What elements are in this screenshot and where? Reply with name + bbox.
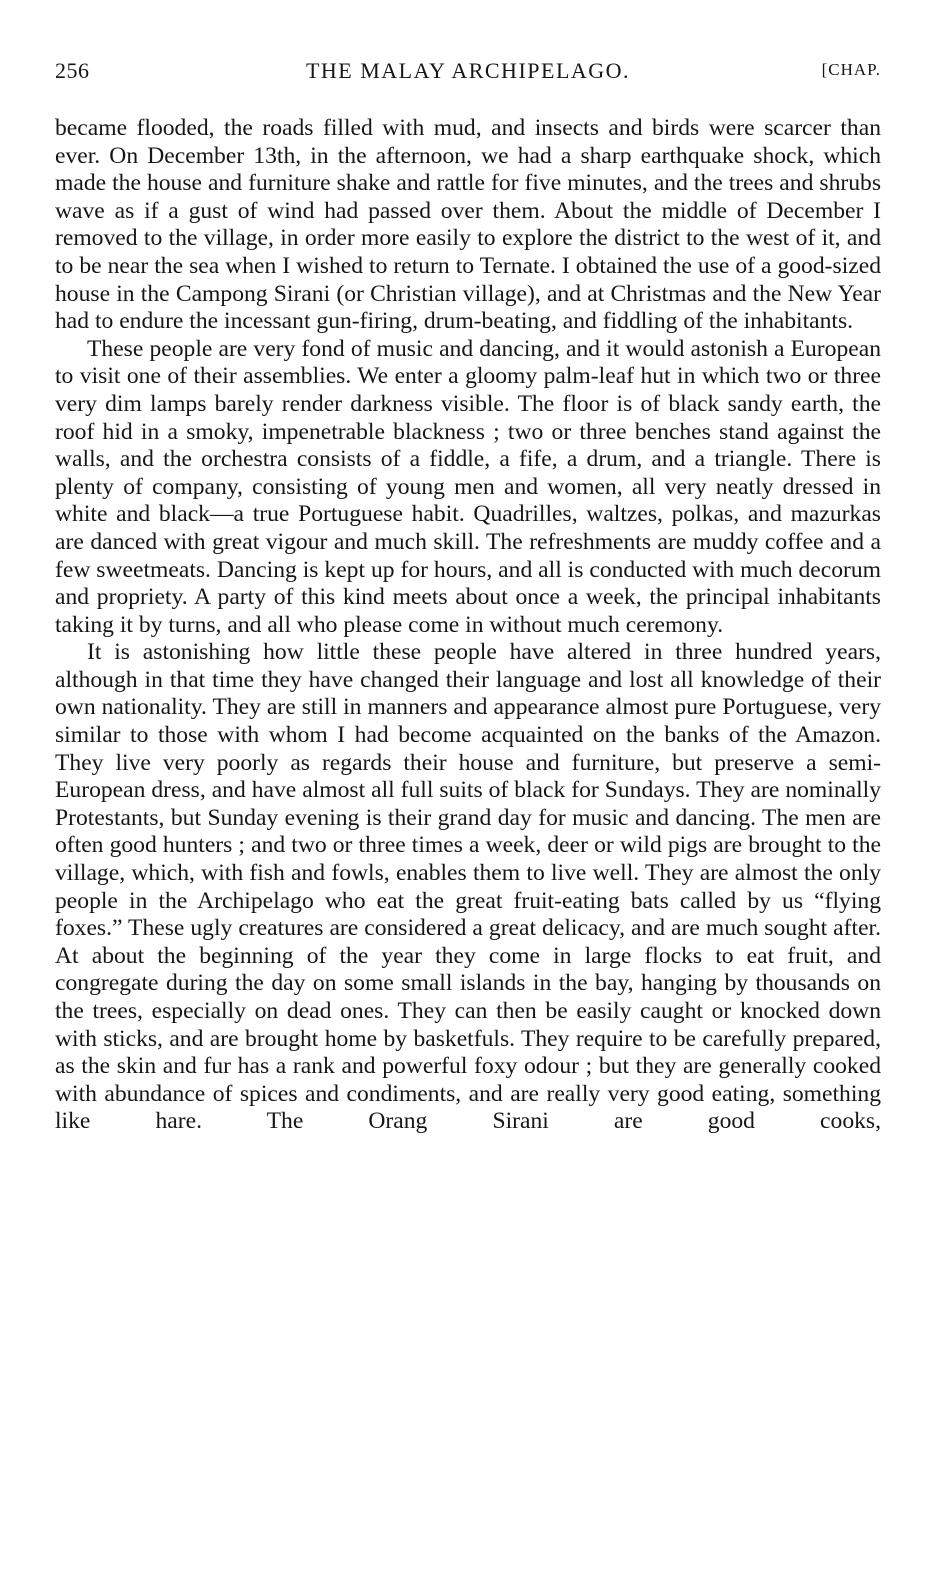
page-number: 256	[55, 58, 90, 83]
body-text	[55, 115, 881, 1136]
paragraph-1: became flooded, the roads filled with mud, and insects and birds were scarcer than ever. On December 13th, in the afternoon, we had a sharp earthquake shock, which made the house and furniture shake and rattle for five minutes, and the trees and shrubs wave as if a gust of wind had passed over them. About the middle of December I removed to the village, in order more easily to explore the district to the west of it, and to be near the sea when I wished to return to Ternate. I obtained the use of a good-sized house in the Campong Sirani (or Christian village), and at Christmas and the New Year had to endure the incessant gun-firing, drum-beating, and fiddling of the inhabitants.	[55, 115, 881, 335]
page-header	[55, 58, 881, 88]
chapter-marker: [CHAP.	[821, 60, 881, 79]
paragraph-2: These people are very fond of music and dancing, and it would astonish a European to visit one of their assemblies. We enter a gloomy palm-leaf hut in which two or three very dim lamps barely render darkness visible. The floor is of black sandy earth, the roof hid in a smoky, impenetrable blackness ; two or three benches stand against the walls, and the orchestra consists of a fiddle, a fife, a drum, and a triangle. There is plenty of company, consisting of young men and women, all very neatly dressed in white and black—a true Portuguese habit. Quadrilles, waltzes, polkas, and mazurkas are danced with great vigour and much skill. The refreshments are muddy coffee and a few sweetmeats. Dancing is kept up for hours, and all is conducted with much decorum and propriety. A party of this kind meets about once a week, the principal inhabitants taking it by turns, and all who please come in without much ceremony.	[55, 335, 881, 638]
paragraph-3: It is astonishing how little these people have altered in three hundred years, although in that time they have changed their language and lost all knowledge of their own nationality. They are still in manners and appearance almost pure Portuguese, very similar to those with whom I had become acquainted on the banks of the Amazon. They live very poorly as regards their house and furniture, but preserve a semi-European dress, and have almost all full suits of black for Sundays. They are nominally Protestants, but Sunday evening is their grand day for music and dancing. The men are often good hunters ; and two or three times a week, deer or wild pigs are brought to the village, which, with fish and fowls, enables them to live well. They are almost the only people in the Archipelago who eat the great fruit-eating bats called by us “flying foxes.” These ugly creatures are considered a great delicacy, and are much sought after. At about the beginning of the year they come in large flocks to eat fruit, and congregate during the day on some small islands in the bay, hanging by thousands on the trees, especially on dead ones. They can then be easily caught or knocked down with sticks, and are brought home by basketfuls. They require to be carefully prepared, as the skin and fur has a rank and powerful foxy odour ; but they are generally cooked with abundance of spices and condiments, and are really very good eating, something like hare. The Orang Sirani are good cooks,	[55, 639, 881, 1135]
running-title: THE MALAY ARCHIPELAGO.	[305, 58, 631, 83]
